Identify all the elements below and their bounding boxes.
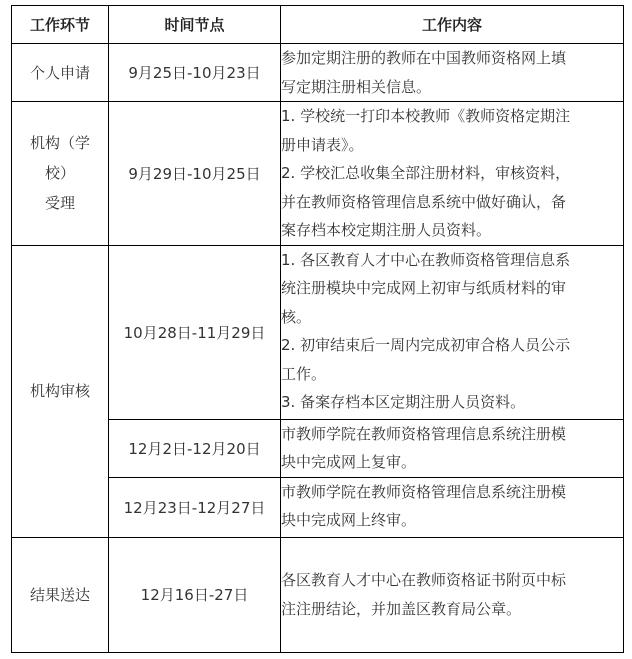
content-line: 1. 学校统一打印本校教师《教师资格定期注 (281, 107, 571, 125)
stage-cell (12, 44, 109, 102)
content-cell (281, 102, 624, 246)
content-line: 工作。 (281, 364, 327, 383)
time-cell: 12月16日-27日 (109, 537, 281, 652)
table-row (12, 245, 624, 419)
time-cell: 9月25日-10月23日 (109, 44, 281, 102)
table-header-row (12, 6, 624, 44)
table-row (12, 44, 624, 102)
content-line: 市教师学院在教师资格管理信息系统注册模 (281, 482, 567, 501)
time-cell: 9月29日-10月25日 (109, 102, 281, 246)
content-line: 写定期注册相关信息。 (281, 77, 432, 96)
content-cell (281, 245, 624, 419)
content-line: 册申请表》。 (281, 135, 364, 154)
content-line: 参加定期注册的教师在中国教师资格网上填 (281, 49, 567, 67)
stage-cell (12, 245, 109, 537)
stage-text: 受理 (44, 194, 75, 213)
content-cell (281, 537, 624, 652)
content-line: 核。 (281, 307, 312, 326)
stage-text: 机构（学 (29, 134, 90, 153)
content-line: 块中完成网上复审。 (281, 453, 417, 471)
stage-text: 结果送达 (29, 585, 90, 604)
stage-text: 个人申请 (29, 63, 90, 82)
content-line: 2. 初审结束后一周内完成初审合格人员公示 (281, 336, 571, 354)
header-content: 工作内容 (281, 6, 624, 44)
schedule-table (11, 5, 624, 653)
table-row (12, 537, 624, 652)
content-cell (281, 44, 624, 102)
content-line: 3. 备案存档本区定期注册人员资料。 (281, 393, 526, 411)
content-line: 市教师学院在教师资格管理信息系统注册模 (281, 424, 567, 443)
content-line: 并在教师资格管理信息系统中做好确认，备 (281, 192, 567, 211)
stage-cell (12, 537, 109, 652)
time-cell: 10月28日-11月29日 (109, 245, 281, 419)
content-line: 各区教育人才中心在教师资格证书附页中标 (281, 571, 567, 589)
content-cell (281, 477, 624, 537)
time-cell: 12月23日-12月27日 (109, 477, 281, 537)
content-line: 注注册结论，并加盖区教育局公章。 (281, 599, 522, 618)
content-line: 统注册模块中完成网上初审与纸质材料的审 (281, 279, 567, 297)
content-line: 2. 学校汇总收集全部注册材料，审核资料， (281, 164, 571, 182)
content-cell (281, 419, 624, 477)
time-cell: 12月2日-12月20日 (109, 419, 281, 477)
header-time: 时间节点 (109, 6, 281, 44)
content-line: 案存档本校定期注册人员资料。 (281, 221, 492, 239)
stage-text: 机构审核 (29, 382, 90, 400)
content-line: 块中完成网上终审。 (281, 511, 417, 529)
stage-cell (12, 102, 109, 246)
table-row (12, 102, 624, 246)
header-stage: 工作环节 (12, 6, 109, 44)
content-line: 1. 各区教育人才中心在教师资格管理信息系 (281, 250, 571, 269)
stage-text: 校） (44, 164, 75, 183)
